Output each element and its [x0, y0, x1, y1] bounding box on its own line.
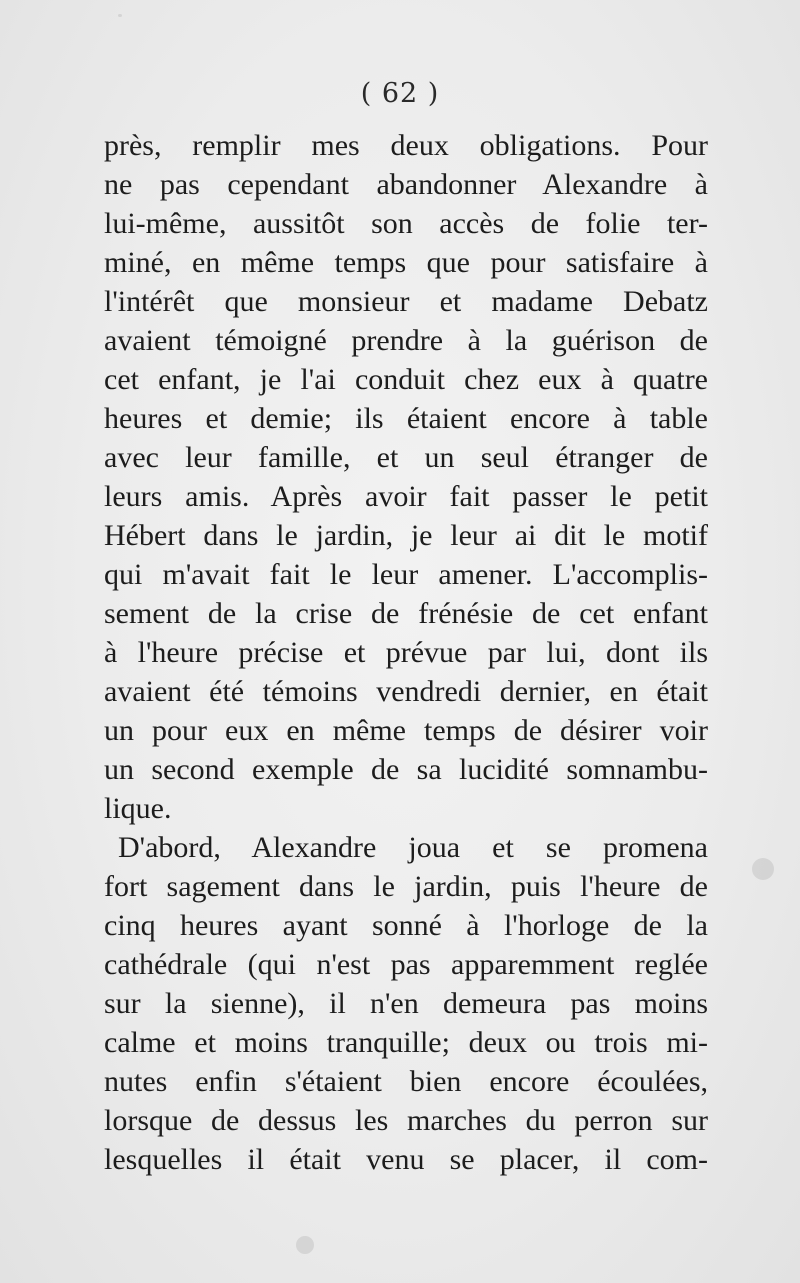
text-line: calme et moins tranquille; deux ou trois mi- [104, 1026, 708, 1059]
paper-speck [118, 14, 122, 17]
text-line: lorsque de dessus les marches du perron sur [104, 1104, 708, 1137]
text-line: nutes enfin s'étaient bien encore écoulées, [104, 1065, 708, 1098]
text-line: sement de la crise de frénésie de cet enfant [104, 597, 708, 630]
text-line: un second exemple de sa lucidité somnambu- [104, 753, 708, 786]
text-line: lui-même, aussitôt son accès de folie ter- [104, 207, 708, 240]
text-line: miné, en même temps que pour satisfaire à [104, 246, 708, 279]
text-line: D'abord, Alexandre joua et se promena [118, 831, 708, 864]
text-line: lesquelles il était venu se placer, il com- [104, 1143, 708, 1176]
text-line: Hébert dans le jardin, je leur ai dit le motif [104, 519, 708, 552]
text-line: cinq heures ayant sonné à l'horloge de la [104, 909, 708, 942]
text-line: avec leur famille, et un seul étranger de [104, 441, 708, 474]
paper-speck [752, 858, 774, 880]
text-line: l'intérêt que monsieur et madame Debatz [104, 285, 708, 318]
text-line: cet enfant, je l'ai conduit chez eux à quatre [104, 363, 708, 396]
text-line: qui m'avait fait le leur amener. L'accomplis- [104, 558, 708, 591]
text-line: sur la sienne), il n'en demeura pas moins [104, 987, 708, 1020]
text-line: lique. [104, 792, 172, 825]
text-line: avaient été témoins vendredi dernier, en était [104, 675, 708, 708]
text-line: leurs amis. Après avoir fait passer le petit [104, 480, 708, 513]
text-line: un pour eux en même temps de désirer voir [104, 714, 708, 747]
page-number: ( 62 ) [360, 78, 440, 109]
text-line: près, remplir mes deux obligations. Pour [104, 129, 708, 162]
text-line: ne pas cependant abandonner Alexandre à [104, 168, 708, 201]
text-line: cathédrale (qui n'est pas apparemment reglée [104, 948, 708, 981]
text-line: fort sagement dans le jardin, puis l'heure de [104, 870, 708, 903]
text-line: heures et demie; ils étaient encore à table [104, 402, 708, 435]
body-text [104, 126, 708, 1179]
text-line: à l'heure précise et prévue par lui, dont ils [104, 636, 708, 669]
paper-speck [296, 1236, 314, 1254]
text-line: avaient témoigné prendre à la guérison de [104, 324, 708, 357]
